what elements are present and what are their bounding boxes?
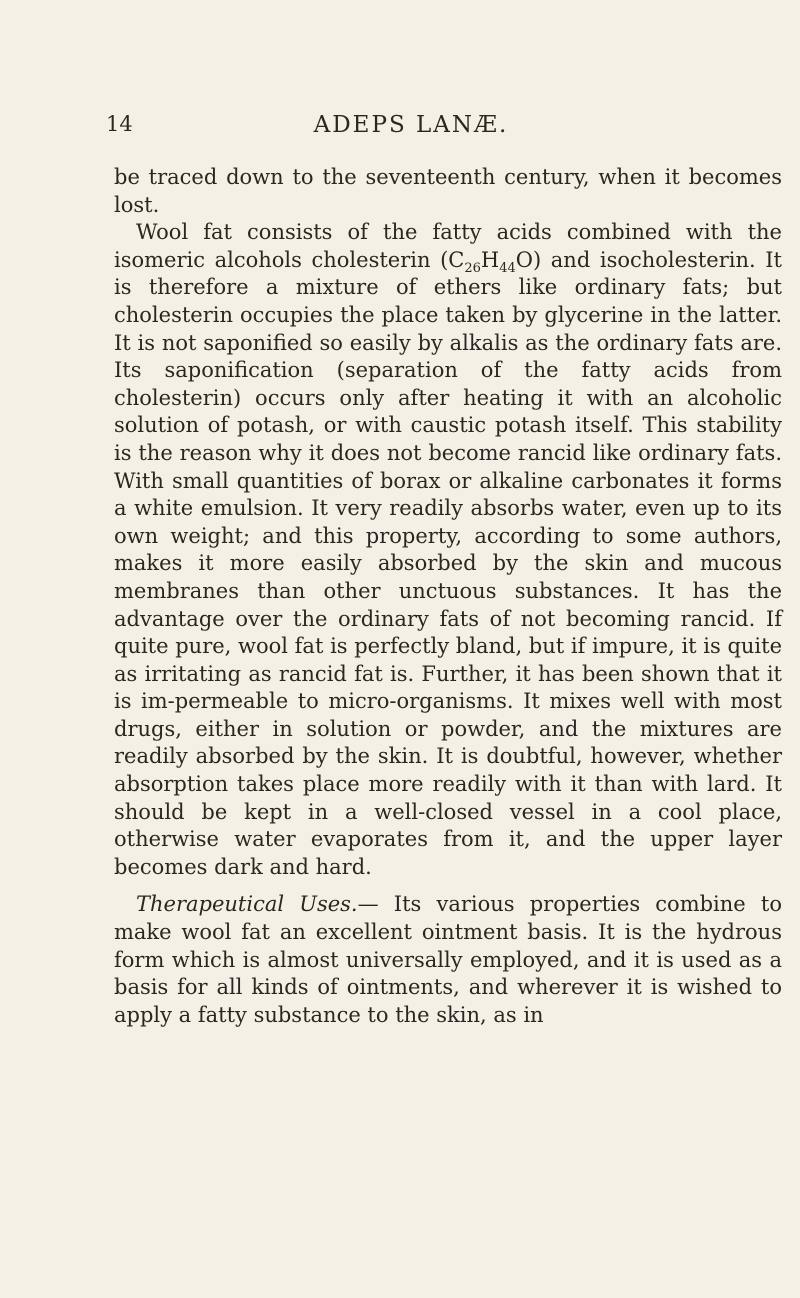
paragraph-text-b: H bbox=[480, 247, 500, 272]
running-head: ADEPS LANÆ. bbox=[313, 112, 509, 138]
page-body bbox=[114, 164, 782, 1029]
page-number: 14 bbox=[106, 112, 133, 136]
section-title: Therapeutical Uses. bbox=[136, 892, 358, 917]
subscript-carbon: 26 bbox=[464, 260, 481, 276]
paragraph-text-a: Wool fat consists of the fatty acids combined with the isomeric alcohols cholesterin (C bbox=[114, 220, 782, 272]
paragraph-continuation: be traced down to the seventeenth century, when it becomes lost. bbox=[114, 165, 782, 217]
paragraph-text-c: O) and isocholesterin. It is therefore a mixture of ethers like ordinary fats; but cholesterin occupies the place taken by glycerine in the latter. It is not saponified so easily by alkalis as the ordinary fats are. Its saponification (separation of the fatty acids from cholesterin) occurs only after heating it with an alcoholic solution of potash, or with caustic potash itself. This stability is the reason why it does not become rancid like ordinary fats. With small quantities of borax or alkaline carbonates it forms a white emulsion. It very readily absorbs water, even up to its own weight; and this property, according to some authors, makes it more easily absorbed by the skin and mucous membranes than other unctuous substances. It has the advantage over the ordinary fats of not becoming rancid. If quite pure, wool fat is perfectly bland, but if impure, it is quite as irritating as rancid fat is. Further, it has been shown that it is im-permeable to micro-organisms. It mixes well with most drugs, either in solution or powder, and the mixtures are readily absorbed by the skin. It is doubtful, however, whether absorption takes place more readily with it than with lard. It should be kept in a well-closed vessel in a cool place, otherwise water evaporates from it, and the upper layer becomes dark and hard. bbox=[114, 247, 783, 879]
paragraph-therapeutical-uses bbox=[114, 891, 782, 1029]
paragraph-wool-fat bbox=[114, 219, 782, 881]
section-text: — Its various properties combine to make wool fat an excellent ointment basis. It is the hydrous form which is almost universally employed, and it is used as a basis for all kinds of ointments, and wherever it is wished to apply a fatty substance to the skin, as in bbox=[114, 892, 782, 1027]
subscript-hydrogen: 44 bbox=[499, 260, 516, 276]
page-header bbox=[106, 112, 716, 142]
